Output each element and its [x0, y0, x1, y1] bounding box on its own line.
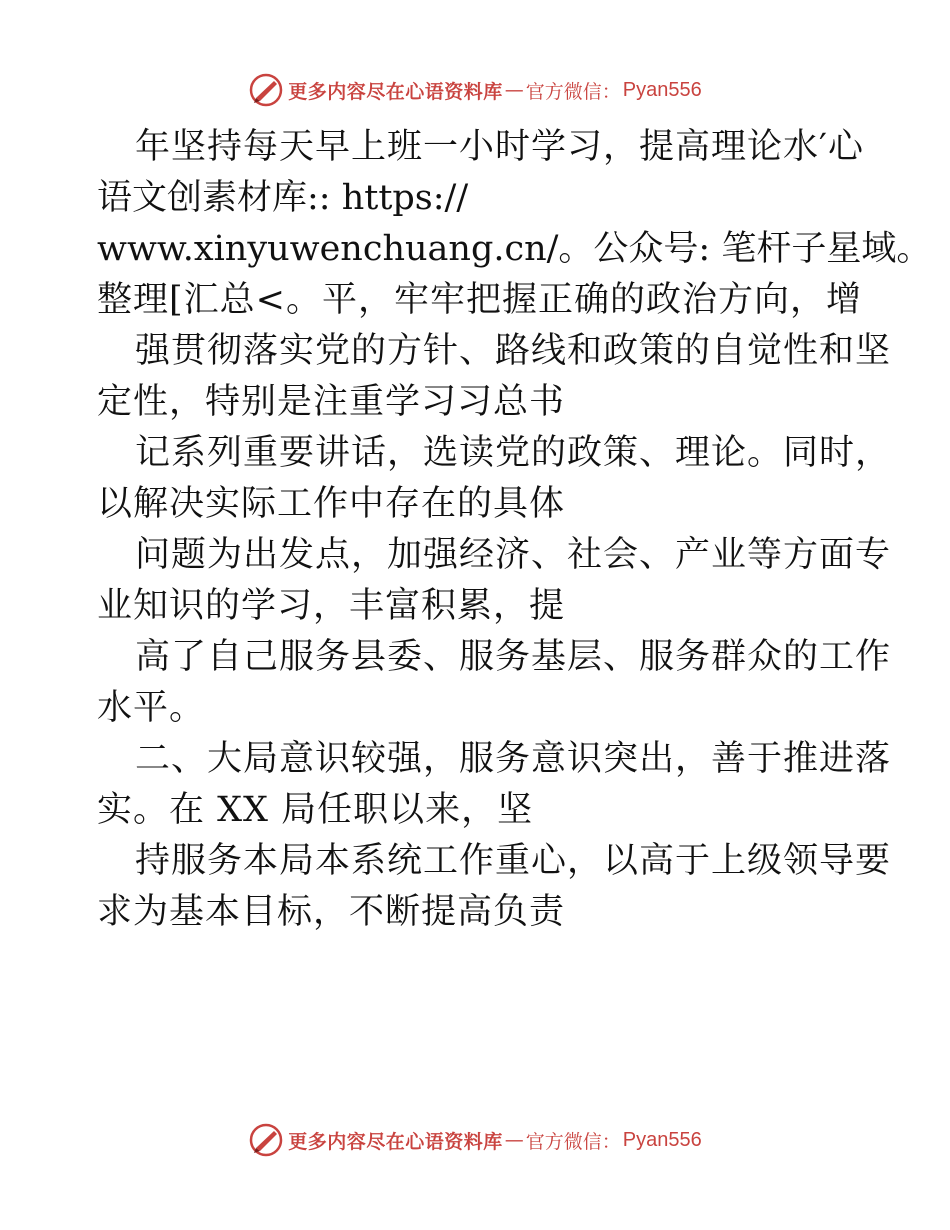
text-line: 定性，特别是注重学习习总书	[97, 382, 566, 422]
pen-logo-icon	[248, 72, 284, 108]
text-line: 以解决实际工作中存在的具体	[97, 484, 566, 524]
text-line: 年坚持每天早上班一小时学习，提高理论水′心	[135, 127, 864, 167]
text-line: 业知识的学习，丰富积累，提	[97, 586, 566, 626]
header-banner	[0, 70, 950, 110]
banner-wechat-label: 官方微信：	[525, 80, 621, 103]
text-line: 持服务本局本系统工作重心，以高于上级领导要	[135, 841, 892, 881]
text-line: 实。在 XX 局任职以来，坚	[97, 790, 534, 830]
text-line: 强贯彻落实党的方针、路线和政策的自觉性和坚	[135, 331, 892, 371]
text-line: 问题为出发点，加强经济、社会、产业等方面专	[135, 535, 892, 575]
banner-main-text: 更多内容尽在心语资料库	[288, 1130, 503, 1153]
text-line: www.xinyuwenchuang.cn/。公众号: 笔杆子星域。	[97, 229, 932, 269]
text-line: 高了自己服务县委、服务基层、服务群众的工作	[135, 637, 892, 677]
banner-wechat-id: Pyan556	[622, 1128, 702, 1151]
text-line: 二、大局意识较强，服务意识突出，善于推进落	[135, 739, 892, 779]
pen-logo-icon	[248, 1122, 284, 1158]
text-line: 水平。	[97, 688, 206, 728]
footer-banner	[0, 1120, 950, 1160]
banner-dash: —	[504, 1129, 524, 1151]
banner-wechat-label: 官方微信：	[525, 1130, 621, 1153]
text-line: 求为基本目标，不断提高负责	[97, 892, 566, 932]
banner-wechat-id: Pyan556	[622, 78, 702, 101]
text-line: 记系列重要讲话，选读党的政策、理论。同时，	[135, 433, 892, 473]
banner-main-text: 更多内容尽在心语资料库	[288, 80, 503, 103]
banner-dash: —	[504, 79, 524, 101]
text-line: 整理[汇总<。平，牢牢把握正确的政治方向，增	[97, 280, 862, 320]
document-body	[97, 122, 932, 938]
text-line: 语文创素材库:: https://	[97, 178, 469, 218]
